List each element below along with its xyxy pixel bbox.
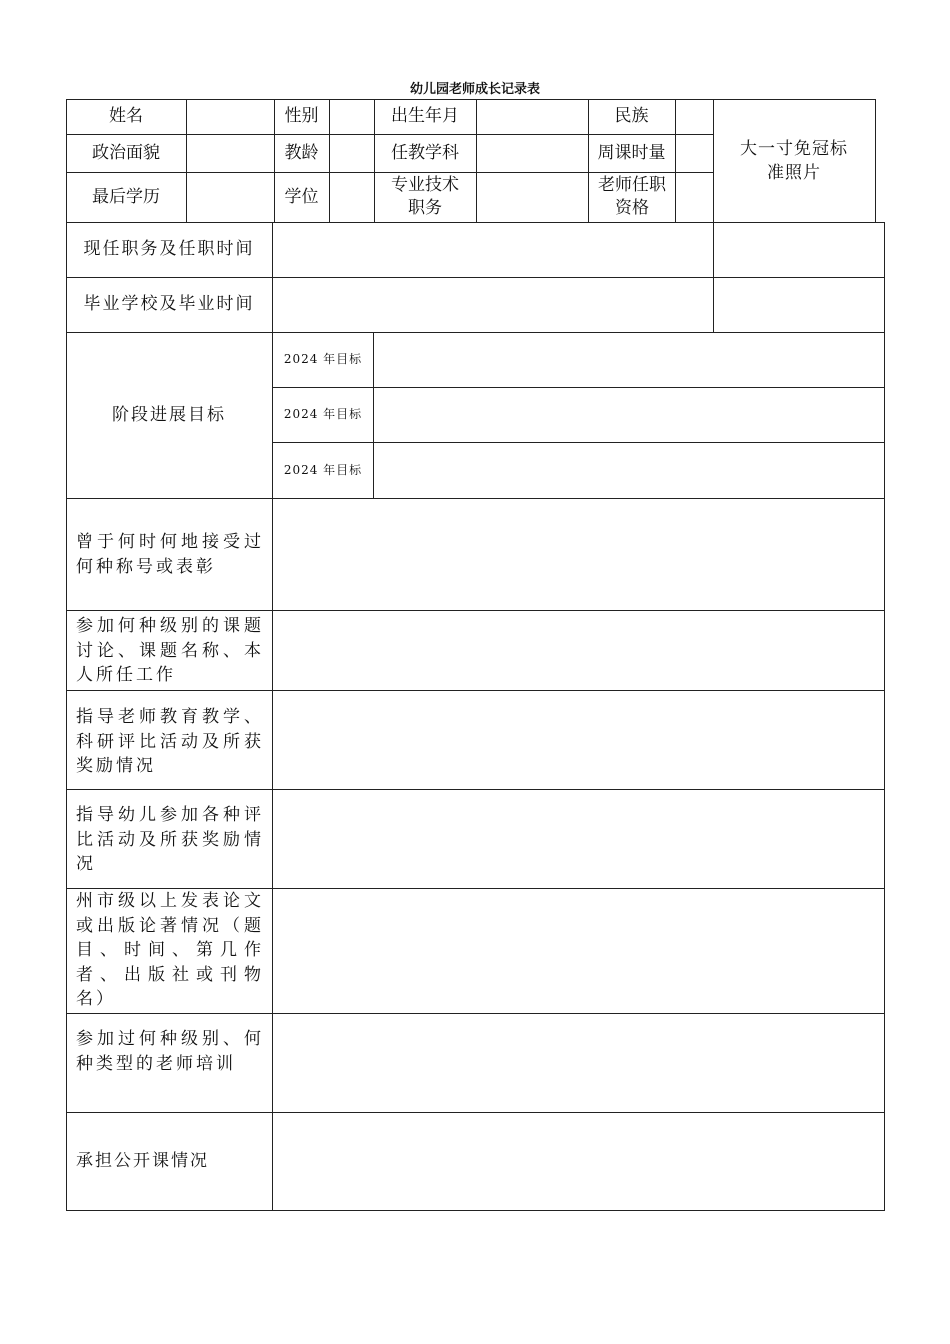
teacher-qualification-value-field[interactable] [675, 172, 713, 222]
label-open-class: 承担公开课情况 [76, 1150, 209, 1171]
label-research: 参加何种级别的课题讨论、课题名称、本人所任工作 [76, 616, 264, 685]
honors-field[interactable] [273, 498, 884, 610]
label-teacher-qualification: 老师任职资格 [598, 175, 666, 218]
label-political-status: 政治面貌 [92, 142, 160, 163]
training-field[interactable] [273, 1013, 884, 1112]
guide-children-field[interactable] [273, 789, 884, 888]
label-papers: 州市级以上发表论文或出版论著情况（题目、时间、第几作者、出版社或刊物名） [76, 891, 264, 1009]
goal-field[interactable] [374, 332, 884, 387]
birth-date-value-field[interactable] [476, 99, 588, 134]
label-professional-title: 专业技术职务 [391, 175, 459, 218]
graduation-school-field[interactable] [273, 277, 713, 332]
goal-year-label: 2024 年目标 [283, 462, 363, 477]
label-graduation: 毕业学校及毕业时间 [83, 294, 255, 314]
label-guide-teachers: 指导老师教育教学、科研评比活动及所获奖励情况 [76, 707, 264, 776]
professional-title-value-field[interactable] [476, 172, 588, 222]
label-training: 参加过何种级别、何种类型的老师培训 [76, 1029, 264, 1074]
open-class-field[interactable] [273, 1112, 884, 1210]
label-education: 最后学历 [92, 186, 160, 207]
label-ethnicity: 民族 [614, 106, 649, 126]
label-teaching-years: 教龄 [284, 142, 319, 163]
grid-line [875, 99, 876, 223]
label-degree: 学位 [284, 186, 319, 207]
graduation-time-field[interactable] [714, 277, 884, 332]
label-honors: 曾于何时何地接受过何种称号或表彰 [76, 532, 264, 577]
teaching-years-value-field[interactable] [329, 134, 374, 172]
label-current-position: 现任职务及任职时间 [83, 239, 255, 259]
research-field[interactable] [273, 610, 884, 690]
label-guide-children: 指导幼儿参加各种评比活动及所获奖励情况 [76, 805, 264, 874]
label-subject: 任教学科 [391, 142, 459, 163]
goal-year-label: 2024 年目标 [283, 407, 363, 421]
guide-teachers-field[interactable] [273, 690, 884, 789]
label-weekly-hours: 周课时量 [597, 142, 666, 163]
papers-field[interactable] [273, 888, 884, 1013]
goal-field[interactable] [374, 442, 884, 498]
grid-line [884, 222, 885, 1211]
label-birth-date: 出生年月 [391, 106, 459, 126]
label-gender: 性别 [284, 106, 319, 126]
current-position-time-field[interactable] [714, 222, 884, 277]
label-stage-goals: 阶段进展目标 [112, 404, 226, 425]
photo-placeholder[interactable]: 大一寸免冠标准照片 [740, 139, 848, 183]
grid-line [66, 1210, 884, 1211]
gender-value-field[interactable] [329, 99, 374, 134]
weekly-hours-value-field[interactable] [675, 134, 713, 172]
goal-field[interactable] [374, 387, 884, 442]
page-title: 幼儿园老师成长记录表 [409, 82, 540, 97]
ethnicity-value-field[interactable] [675, 99, 713, 134]
current-position-field[interactable] [273, 222, 713, 277]
name-value-field[interactable] [186, 99, 274, 134]
label-name: 姓名 [109, 106, 143, 126]
degree-value-field[interactable] [329, 172, 374, 222]
political-status-value-field[interactable] [186, 134, 274, 172]
goal-year-label: 2024 年目标 [283, 352, 363, 366]
education-value-field[interactable] [186, 172, 274, 222]
subject-value-field[interactable] [476, 134, 588, 172]
